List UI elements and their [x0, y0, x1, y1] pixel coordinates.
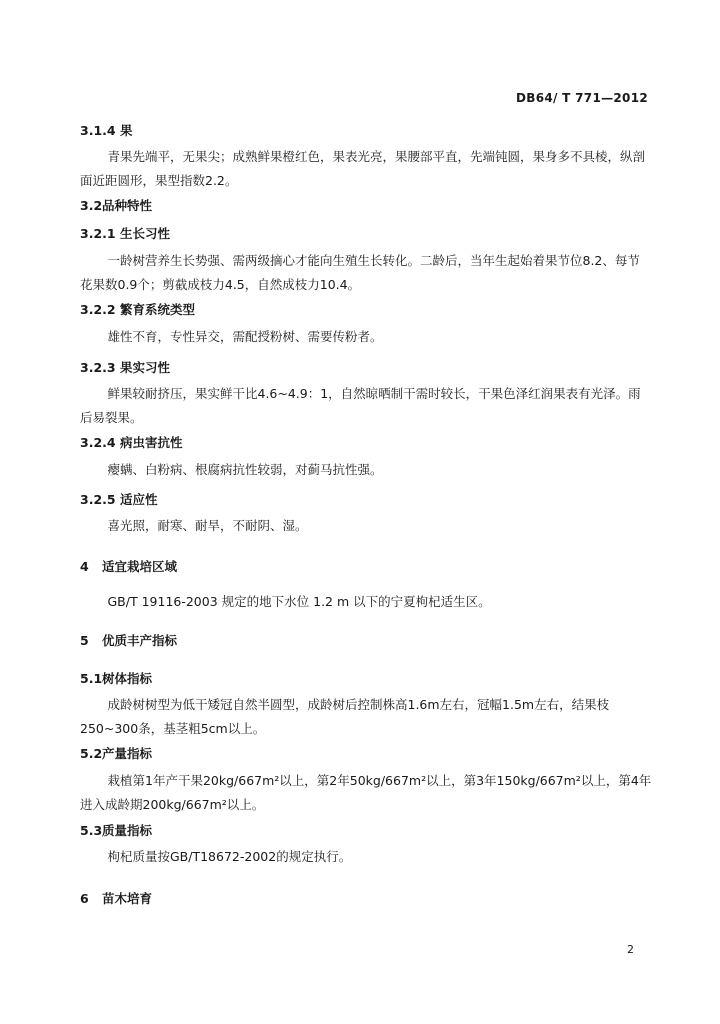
section-title: 繁育系统类型: [120, 302, 196, 317]
section-title: 适宜栽培区域: [102, 559, 178, 574]
section-number: 5.2: [80, 746, 103, 761]
paragraph-yield-indicators: 栽植第1年产干果20kg/667m²以上，第2年50kg/667m²以上，第3年150kg/667m²以上，第4年进入成龄期200kg/667m²以上。: [80, 773, 652, 812]
section-title: 优质丰产指标: [102, 633, 178, 648]
section-title: 生长习性: [120, 226, 171, 241]
section-heading-3-2-3: [80, 358, 170, 376]
section-heading-6: [80, 889, 152, 907]
paragraph-cultivation-region: GB/T 19116-2003 规定的地下水位 1.2 m 以下的宁夏枸杞适生区。: [107, 594, 491, 609]
section-title: 苗木培育: [102, 891, 153, 906]
section-number: 3.2.2: [80, 302, 116, 317]
section-number: 3.2.3: [80, 360, 116, 375]
section-number: 3.2: [80, 198, 103, 213]
paragraph-pest-resistance: 瘿螨、白粉病、根腐病抗性较弱，对蓟马抗性强。: [107, 462, 383, 477]
document-code-header: DB64/ T 771—2012: [516, 91, 648, 105]
section-number: 3.2.5: [80, 492, 116, 507]
paragraph-fruit: 青果先端平，无果尖；成熟鲜果橙红色，果表光亮，果腰部平直，先端钝圆，果身多不具棱，纵剖面近距圆形，果型指数2.2。: [80, 149, 646, 188]
section-title: 果实习性: [120, 360, 171, 375]
section-title: 质量指标: [102, 823, 153, 838]
section-heading-5: [80, 631, 177, 649]
section-number: 3.2.1: [80, 226, 116, 241]
section-number: 4: [80, 559, 89, 574]
section-heading-3-2-2: [80, 300, 195, 318]
section-heading-3-2-1: [80, 224, 170, 242]
paragraph-quality-indicators: 枸杞质量按GB/T18672-2002的规定执行。: [107, 849, 352, 864]
section-number: 3.2.4: [80, 435, 116, 450]
section-number: 5.3: [80, 823, 103, 838]
section-heading-5-1: [80, 669, 152, 687]
section-number: 5.1: [80, 671, 103, 686]
section-title: 产量指标: [102, 746, 153, 761]
page-number: 2: [627, 943, 634, 956]
section-title: 果: [120, 123, 133, 138]
section-title: 适应性: [120, 492, 158, 507]
paragraph-adaptability: 喜光照，耐寒、耐旱，不耐阴、湿。: [107, 518, 308, 533]
section-heading-5-3: [80, 821, 152, 839]
paragraph-tree-indicators: 成龄树树型为低干矮冠自然半圆型，成龄树后控制株高1.6m左右，冠幅1.5m左右，结果枝250~300条，基茎粗5cm以上。: [80, 697, 610, 736]
section-heading-3-2-5: [80, 490, 158, 508]
section-number: 3.1.4: [80, 123, 116, 138]
section-number: 6: [80, 891, 89, 906]
section-title: 品种特性: [102, 198, 153, 213]
paragraph-fruiting-habit: 鲜果较耐挤压，果实鲜干比4.6~4.9：1，自然晾晒制干需时较长，干果色泽红润果表有光泽。雨后易裂果。: [80, 386, 641, 425]
section-heading-4: [80, 557, 177, 575]
section-heading-5-2: [80, 744, 152, 762]
section-heading-3-1-4: [80, 121, 133, 139]
section-heading-3-2: [80, 196, 152, 214]
section-title: 病虫害抗性: [120, 435, 183, 450]
paragraph-breeding-system: 雄性不育，专性异交，需配授粉树、需要传粉者。: [107, 329, 383, 344]
section-number: 5: [80, 633, 89, 648]
section-heading-3-2-4: [80, 433, 183, 451]
paragraph-growth-habit: 一龄树营养生长势强、需两级摘心才能向生殖生长转化。二龄后，当年生起始着果节位8.2、每节花果数0.9个；剪截成枝力4.5，自然成枝力10.4。: [80, 253, 640, 292]
section-title: 树体指标: [102, 671, 153, 686]
